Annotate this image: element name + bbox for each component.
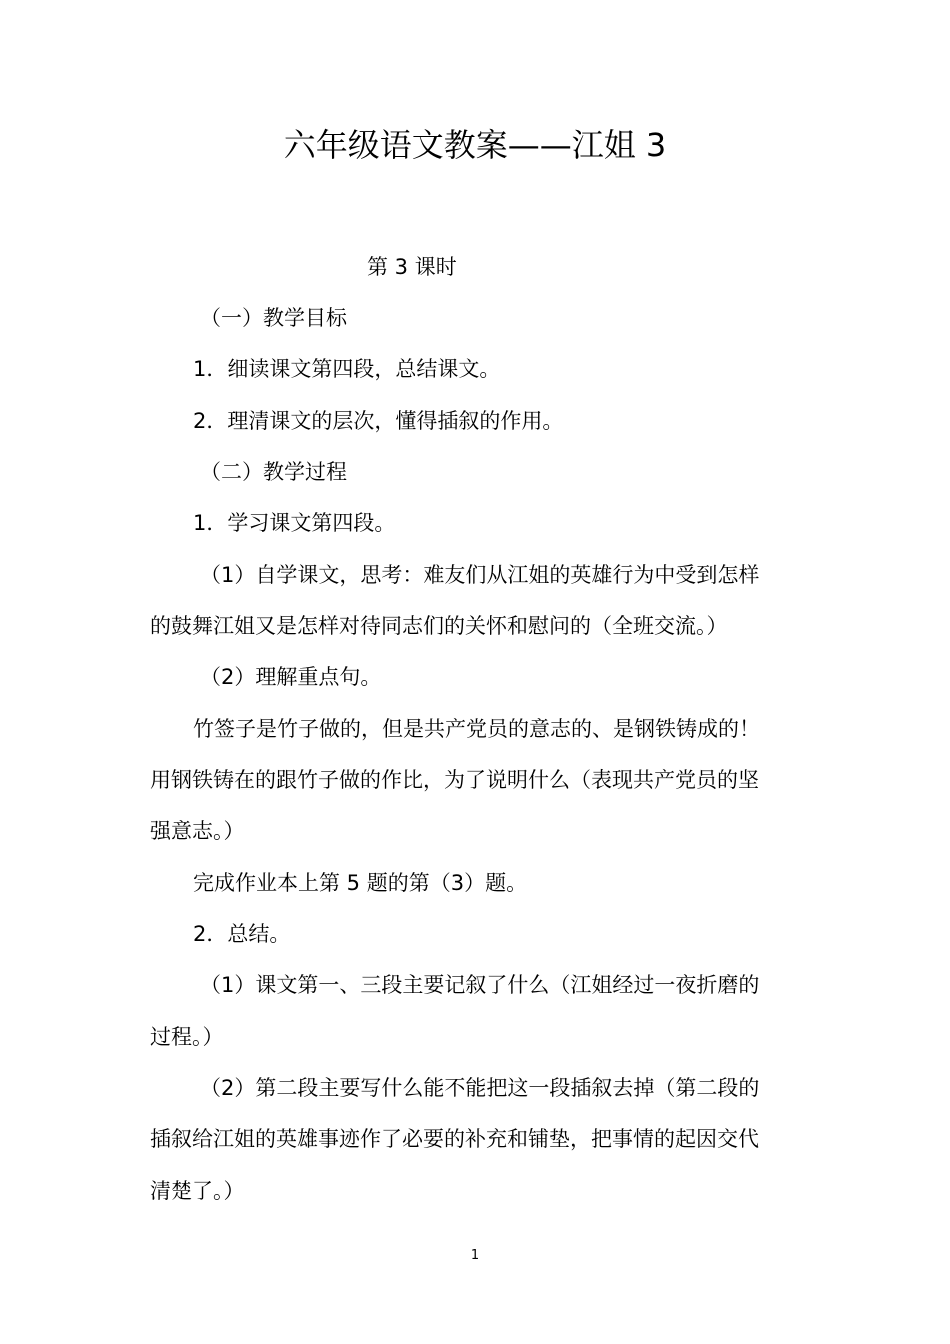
paragraph-line: 的鼓舞江姐又是怎样对待同志们的关怀和慰问的（全班交流。） [150,614,728,638]
section-heading-objectives: （一）教学目标 [200,306,347,330]
paragraph-line: 过程。） [150,1025,224,1049]
page-number: 1 [470,1248,480,1263]
paragraph-line: 强意志。） [150,819,245,843]
section-heading-process: （二）教学过程 [200,460,347,484]
paragraph-line: （2）理解重点句。 [200,665,382,689]
paragraph-line: （1）课文第一、三段主要记叙了什么（江姐经过一夜折磨的 [200,973,760,997]
objective-item-2: 2．理清课文的层次，懂得插叙的作用。 [193,409,564,433]
paragraph-line: 插叙给江姐的英雄事迹作了必要的补充和铺垫，把事情的起因交代 [150,1127,759,1151]
paragraph-line: （2）第二段主要写什么能不能把这一段插叙去掉（第二段的 [200,1076,760,1100]
paragraph-line: （1）自学课文，思考：难友们从江姐的英雄行为中受到怎样 [200,563,760,587]
paragraph-line: 完成作业本上第 5 题的第（3）题。 [193,871,528,895]
paragraph-line: 竹签子是竹子做的，但是共产党员的意志的、是钢铁铸成的！ [193,717,760,741]
paragraph-line: 用钢铁铸在的跟竹子做的作比，为了说明什么（表现共产党员的坚 [150,768,759,792]
lesson-heading: 第 3 课时 [367,255,457,279]
paragraph-line: 清楚了。） [150,1179,245,1203]
process-step-1: 1．学习课文第四段。 [193,511,396,535]
objective-item-1: 1．细读课文第四段，总结课文。 [193,357,501,381]
document-title: 六年级语文教案——江姐 3 [283,126,667,164]
process-step-2: 2．总结。 [193,922,291,946]
